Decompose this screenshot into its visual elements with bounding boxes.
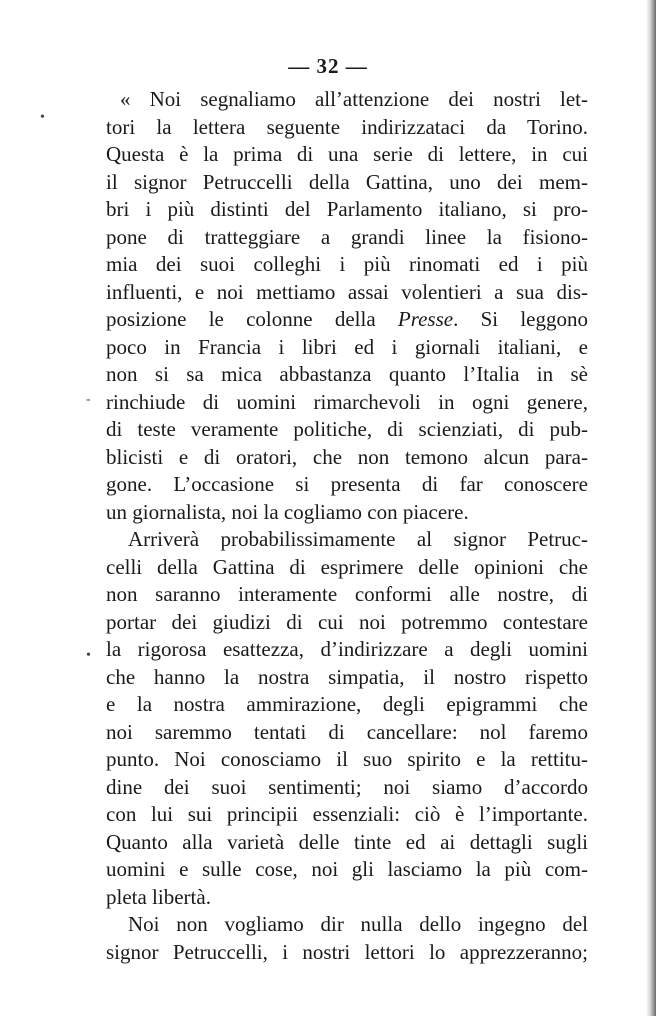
scan-mark: - xyxy=(86,392,91,407)
text-line: « Noi segnaliamo all’attenzione dei nostri let- xyxy=(120,87,588,111)
scan-mark: • xyxy=(40,110,45,125)
page-number: — 32 — xyxy=(288,54,368,78)
text-line: con lui sui principii essenziali: ciò è l’importante. xyxy=(106,802,588,826)
text-line-with-italic: posizione le colonne della Presse. Si leggono xyxy=(106,307,588,331)
text-line: pleta libertà. xyxy=(106,884,211,909)
text-line: blicisti e di oratori, che non temono alcun para- xyxy=(106,444,588,469)
text-line: di teste veramente politiche, di scienziati, di pub- xyxy=(106,417,588,441)
text-line: punto. Noi conosciamo il suo spirito e la rettitu- xyxy=(106,747,588,771)
text-line: portar dei giudizi di cui noi potremmo contestare xyxy=(106,609,588,634)
text-line: influenti, e noi mettiamo assai volentieri a sua dis- xyxy=(106,279,588,304)
italic-title: Presse xyxy=(397,307,454,331)
text-line: non si sa mica abbastanza quanto l’Italia in sè xyxy=(106,362,588,386)
text-line: Noi non vogliamo dir nulla dello ingegno del xyxy=(128,912,588,936)
page-edge-shadow xyxy=(646,0,656,1016)
text-line: Quanto alla varietà delle tinte ed ai dettagli sugli xyxy=(106,829,588,854)
text-line: gone. L’occasione si presenta di far conoscere xyxy=(106,472,588,496)
text-line: non saranno interamente conformi alle nostre, di xyxy=(106,582,588,606)
text-line: signor Petruccelli, i nostri lettori lo apprezzeranno; xyxy=(106,939,588,964)
text-line: Arriverà probabilissimamente al signor Petruc- xyxy=(128,527,588,551)
text-line: tori la lettera seguente indirizzataci da Torino. xyxy=(106,114,588,139)
text-line: pone di tratteggiare a grandi linee la fisiono- xyxy=(106,224,588,249)
body-text xyxy=(106,86,588,966)
text-line: noi saremmo tentati di cancellare: nol faremo xyxy=(106,719,588,744)
text-line: un giornalista, noi la cogliamo con piacere. xyxy=(106,499,469,524)
text-line: che hanno la nostra simpatia, il nostro rispetto xyxy=(106,664,588,689)
text-line: mia dei suoi colleghi i più rinomati ed i più xyxy=(106,252,588,276)
text-line: celli della Gattina di esprimere delle opinioni che xyxy=(106,554,588,579)
text-line: la rigorosa esattezza, d’indirizzare a degli uomini xyxy=(106,637,588,661)
text-line: dine dei suoi sentimenti; noi siamo d’accordo xyxy=(106,774,588,799)
text-line: bri i più distinti del Parlamento italiano, si pro- xyxy=(106,197,588,221)
text-line: rinchiude di uomini rimarchevoli in ogni genere, xyxy=(106,389,588,414)
text-line: e la nostra ammirazione, degli epigrammi che xyxy=(106,692,588,716)
text-line: Questa è la prima di una serie di lettere, in cui xyxy=(106,142,588,166)
text-line: poco in Francia i libri ed i giornali italiani, e xyxy=(106,334,588,359)
scan-mark: • xyxy=(86,648,91,663)
text-line: il signor Petruccelli della Gattina, uno dei mem- xyxy=(106,169,588,194)
text-line: uomini e sulle cose, noi gli lasciamo la più com- xyxy=(106,857,588,881)
